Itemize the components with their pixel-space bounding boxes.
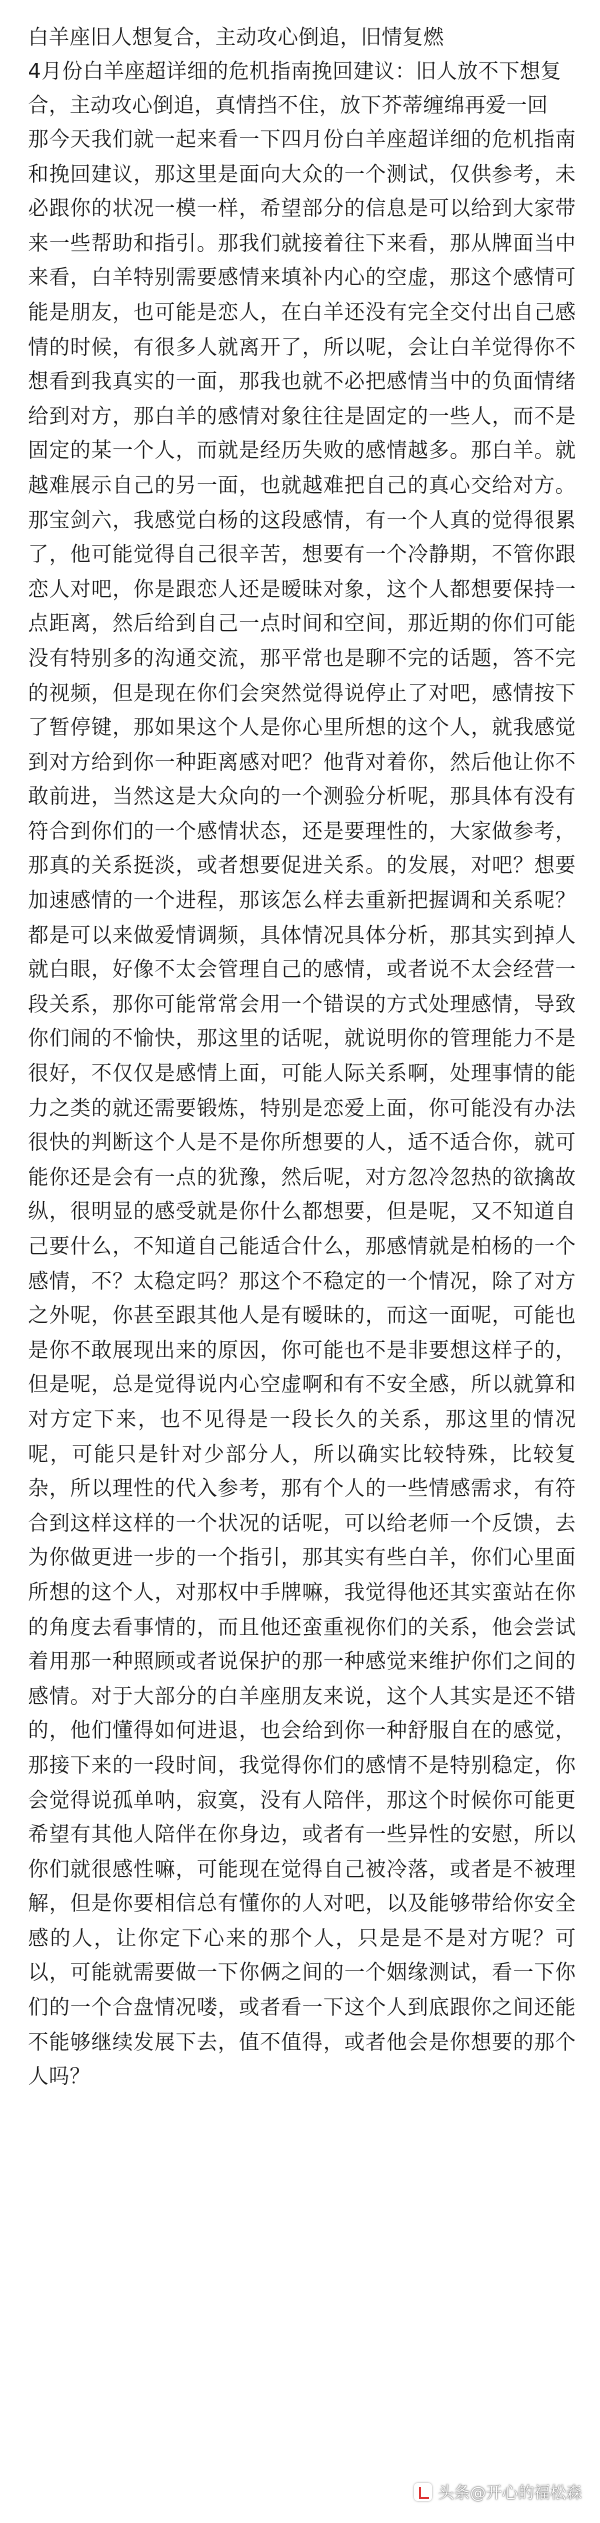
article-title: 白羊座旧人想复合，主动攻心倒追，旧情复燃 xyxy=(28,25,444,49)
toutiao-logo-icon xyxy=(414,2483,432,2501)
article-summary: 4月份白羊座超详细的危机指南挽回建议：旧人放不下想复合，主动攻心倒追，真情挡不住，放下芥蒂缠绵再爱一回 xyxy=(28,59,562,117)
article-container xyxy=(28,20,576,2094)
article-body: 那今天我们就一起来看一下四月份白羊座超详细的危机指南和挽回建议，那这里是面向大众的一个测试，仅供参考，未必跟你的状况一模一样，希望部分的信息是可以给到大家带来一些帮助和指引。那我们就接着往下来看，那从牌面当中来看，白羊特别需要感情来填补内心的空虚，那这个感情可能是朋友，也可能是恋人，在白羊还没有完全交付出自己感情的时候，有很多人就离开了，所以呢，会让白羊觉得你不想看到我真实的一面，那我也就不必把感情当中的负面情绪给到对方，那白羊的感情对象往往是固定的一些人，而不是固定的某一个人，而就是经历失败的感情越多。那白羊。就越难展示自己的另一面，也就越难把自己的真心交给对方。那宝剑六，我感觉白杨的这段感情，有一个人真的觉得很累了，他可能觉得自己很辛苦，想要有一个冷静期，不管你跟恋人对吧，你是跟恋人还是暧昧对象，这个人都想要保持一点距离，然后给到自己一点时间和空间，那近期的你们可能没有特别多的沟通交流，那平常也是聊不完的话题，答不完的视频，但是现在你们会突然觉得说停止了对吧，感情按下了暂停键，那如果这个人是你心里所想的这个人，就我感觉到对方给到你一种距离感对吧？他背对着你，然后他让你不敢前进，当然这是大众向的一个测验分析呢，那具体有没有符合到你们的一个感情状态，还是要理性的，大家做参考，那真的关系挺淡，或者想要促进关系。的发展，对吧？想要加速感情的一个进程，那该怎么样去重新把握调和关系呢？都是可以来做爱情调频，具体情况具体分析，那其实到掉人就白眼，好像不太会管理自己的感情，或者说不太会经营一段关系，那你可能常常会用一个错误的方式处理感情，导致你们闹的不愉快，那这里的话呢，就说明你的管理能力不是很好，不仅仅是感情上面，可能人际关系啊，处理事情的能力之类的就还需要锻炼，特别是恋爱上面，你可能没有办法很快的判断这个人是不是你所想要的人，适不适合你，就可能你还是会有一点的犹豫，然后呢，对方忽冷忽热的欲擒故纵，很明显的感受就是你什么都想要，但是呢，又不知道自己要什么，不知道自己能适合什么，那感情就是柏杨的一个感情，不？太稳定吗？那这个不稳定的一个情况，除了对方之外呢，你甚至跟其他人是有暧昧的，而这一面呢，可能也是你不敢展现出来的原因，你可能也不是非要想这样子的，但是呢，总是觉得说内心空虚啊和有不安全感，所以就算和对方定下来，也不见得是一段长久的关系，那这里的情况呢，可能只是针对少部分人，所以确实比较特殊，比较复杂，所以理性的代入参考，那有个人的一些情感需求，有符合到这样这样的一个状况的话呢，可以给老师一个反馈，去为你做更进一步的一个指引，那其实有些白羊，你们心里面所想的这个人，对那权中手牌嘛，我觉得他还其实蛮站在你的角度去看事情的，而且他还蛮重视你们的关系，他会尝试着用那一种照顾或者说保护的那一种感觉来维护你们之间的感情。对于大部分的白羊座朋友来说，这个人其实是还不错的，他们懂得如何进退，也会给到你一种舒服自在的感觉，那接下来的一段时间，我觉得你们的感情不是特别稳定，你会觉得说孤单呐，寂寞，没有人陪伴，那这个时候你可能更希望有其他人陪伴在你身边，或者有一些异性的安慰，所以你们就很感性嘛，可能现在觉得自己被冷落，或者是不被理解，但是你要相信总有懂你的人对吧，以及能够带给你安全感的人，让你定下心来的那个人，只是是不是对方呢？可以，可能就需要做一下你俩之间的一个姻缘测试，看一下你们的一个合盘情况喽，或者看一下这个人到底跟你之间还能不能够继续发展下去，值不值得，或者他会是你想要的那个人吗？ xyxy=(28,127,576,2089)
watermark xyxy=(414,2480,582,2503)
watermark-text: 头条@开心的福松森 xyxy=(437,2483,582,2502)
